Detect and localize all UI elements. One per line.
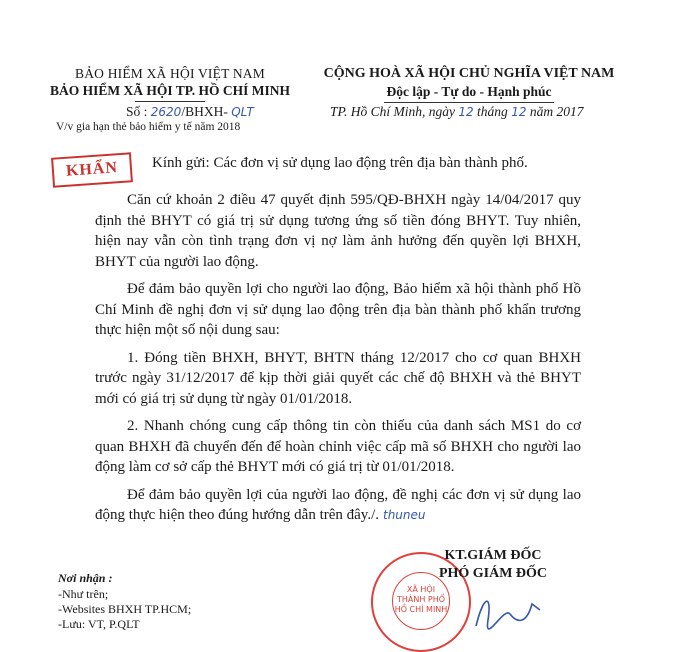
doc-no-mid: /BHXH- — [181, 104, 228, 119]
date-month-label: tháng — [477, 104, 508, 119]
recipient-item-3: -Lưu: VT, P.QLT — [58, 617, 140, 631]
recipient-line: Kính gửi: Các đơn vị sử dụng lao động trên địa bàn thành phố. — [152, 155, 528, 171]
signature-title: KT.GIÁM ĐỐC — [444, 548, 542, 563]
nation-title: CỘNG HOÀ XÃ HỘI CHỦ NGHĨA VIỆT NAM — [323, 66, 615, 81]
seal-text-line-1: XÃ HỘI — [406, 585, 436, 594]
date-year: năm 2017 — [529, 104, 584, 119]
doc-no-handwritten: 2620 — [150, 105, 182, 119]
body-paragraph-3: 1. Đóng tiền BHXH, BHYT, BHTN tháng 12/2017 cho cơ quan BHXH trước ngày 31/12/2017 để kịp thời giải quyết các chế độ BHXH và thẻ BHYT mới có giá trị sử dụng từ ngày 01/01/2018. — [95, 349, 581, 407]
signature-subtitle: PHÓ GIÁM ĐỐC — [438, 566, 548, 581]
date-month: 12 — [511, 105, 527, 119]
agency-name — [40, 83, 300, 102]
recipients-title: Nơi nhận : — [58, 571, 113, 585]
document-number — [126, 104, 254, 120]
recipient-item-2: -Websites BHXH TP.HCM; — [58, 602, 192, 616]
body-paragraph-2: Để đảm bảo quyền lợi cho người lao động, Bảo hiểm xã hội thành phố Hồ Chí Minh đề nghị đơn vị sử dụng lao động trên địa bàn thành phố khẩn trương thực hiện một số nội dung sau: — [95, 281, 581, 338]
motto-underline — [384, 102, 554, 103]
agency-underline — [135, 101, 205, 102]
urgent-stamp: KHẨN — [51, 152, 133, 188]
agency-parent: BẢO HIỂM XÃ HỘI VIỆT NAM — [75, 66, 265, 81]
seal-text-line-3: HỒ CHÍ MINH — [394, 605, 448, 614]
place-date-prefix: TP. Hồ Chí Minh, ngày — [330, 104, 456, 119]
place-date — [330, 104, 630, 120]
agency-name-text: BẢO HIỂM XÃ HỘI TP. HỒ CHÍ MINH — [49, 83, 291, 98]
date-day: 12 — [458, 105, 474, 119]
recipient-item-1: -Như trên; — [58, 587, 109, 601]
seal-text-line-2: THÀNH PHỐ — [396, 595, 446, 604]
motto-text: Độc lập - Tự do - Hạnh phúc — [386, 84, 552, 99]
official-seal-text — [392, 585, 450, 615]
body-paragraph-5-text: Để đảm bảo quyền lợi của người lao động, đề nghị các đơn vị sử dụng lao động thực hiện theo đúng hướng dẫn trên đây./. — [95, 486, 581, 523]
handwritten-initial: thuneu — [383, 508, 426, 522]
body-paragraph-5 — [95, 485, 581, 526]
handwritten-signature — [470, 586, 550, 636]
subject-line: V/v gia hạn thẻ bảo hiểm y tế năm 2018 — [56, 121, 241, 133]
motto — [314, 84, 624, 103]
doc-no-suffix-handwritten: QLT — [231, 105, 254, 119]
body-paragraph-4: 2. Nhanh chóng cung cấp thông tin còn thiếu của danh sách MS1 do cơ quan BHXH đã chuyển đến để hoàn chỉnh việc cấp mã số BHXH cho người lao động làm cơ sở cấp thẻ BHYT mới có giá trị từ 01/01/2018. — [95, 418, 581, 475]
doc-no-prefix: Số : — [126, 104, 148, 119]
letter-body — [95, 190, 581, 531]
body-paragraph-1: Căn cứ khoản 2 điều 47 quyết định 595/QĐ-BHXH ngày 14/04/2017 quy định thẻ BHYT có giá trị sử dụng tương ứng số tiền đóng BHYT. Tuy nhiên, hiện nay vẫn còn tình trạng đơn vị nợ làm ảnh hưởng đến quyền lợi BHXH, BHYT của người lao động. — [95, 192, 581, 270]
